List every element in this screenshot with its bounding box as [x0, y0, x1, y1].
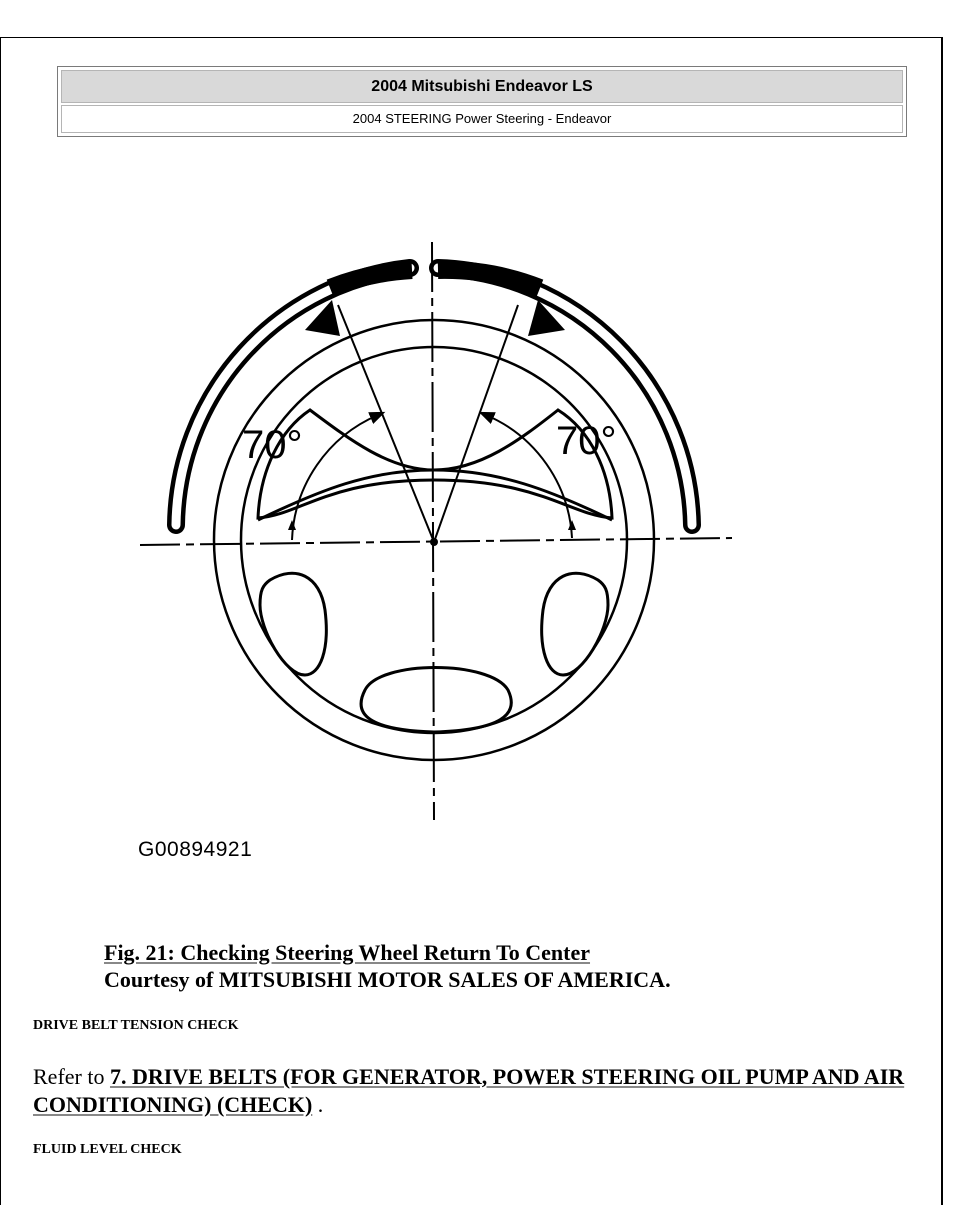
right-70-degree-line: [434, 305, 518, 542]
figure-courtesy: Courtesy of MITSUBISHI MOTOR SALES OF AMERICA.: [104, 967, 671, 992]
figure-image-id: G00894921: [138, 838, 253, 861]
document-header: [57, 66, 907, 137]
right-angle-label: 70°: [556, 419, 617, 463]
left-spoke-opening: [260, 573, 326, 675]
refer-paragraph: [33, 1063, 913, 1119]
header-title: 2004 Mitsubishi Endeavor LS: [61, 70, 903, 103]
page-frame-left: [0, 37, 1, 1205]
bottom-spoke-opening: [361, 668, 511, 733]
refer-suffix: .: [312, 1092, 324, 1117]
page-frame-top: [0, 37, 942, 38]
drive-belt-heading: DRIVE BELT TENSION CHECK: [33, 1018, 239, 1033]
figure-caption[interactable]: [104, 940, 590, 966]
drive-belts-link[interactable]: 7. DRIVE BELTS (FOR GENERATOR, POWER STEERING OIL PUMP AND AIR CONDITIONING) (CHECK): [33, 1064, 905, 1117]
header-subtitle: 2004 STEERING Power Steering - Endeavor: [61, 105, 903, 133]
refer-prefix: Refer to: [33, 1064, 110, 1089]
left-angle-label: 70°: [242, 423, 303, 467]
fluid-level-heading: FLUID LEVEL CHECK: [33, 1142, 182, 1157]
hub-center: [430, 538, 438, 546]
left-70-degree-line: [338, 305, 434, 542]
steering-wheel-diagram: [120, 230, 760, 890]
page-frame-right: [941, 37, 943, 1205]
figure-caption-link[interactable]: Fig. 21: Checking Steering Wheel Return To Center: [104, 940, 591, 965]
right-spoke-opening: [542, 573, 608, 675]
